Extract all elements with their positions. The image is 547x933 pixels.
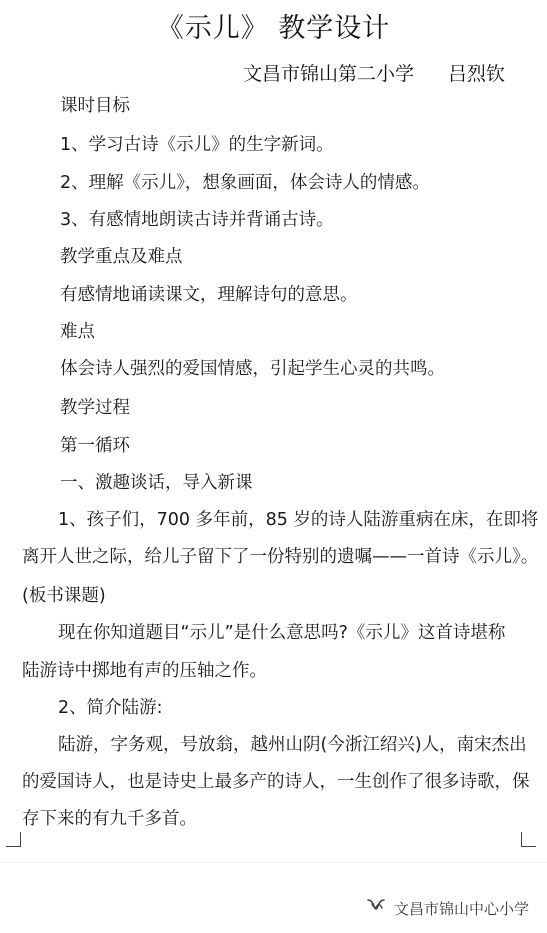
heading-difficulty: 难点 — [60, 322, 95, 342]
byline — [243, 59, 505, 86]
author-name: 吕烈钦 — [447, 63, 505, 85]
paragraph-line: 存下来的有九千多首。 — [22, 809, 197, 829]
heading-key-points: 教学重点及难点 — [60, 247, 183, 267]
paragraph-line: 1、孩子们，700 多年前，85 岁的诗人陆游重病在床，在即将 — [58, 510, 539, 530]
paragraph-line: 现在你知道题目“示儿”是什么意思吗?《示儿》这首诗堪称 — [58, 623, 506, 643]
paragraph-line: 的爱国诗人，也是诗史上最多产的诗人，一生创作了很多诗歌，保 — [22, 772, 530, 792]
paragraph-line: 体会诗人强烈的爱国情感，引起学生心灵的共鸣。 — [60, 359, 445, 379]
paragraph-line: 有感情地诵读课文，理解诗句的意思。 — [60, 285, 358, 305]
objective-item: 2、理解《示儿》，想象画面，体会诗人的情感。 — [60, 173, 430, 193]
wechat-channel-icon — [366, 897, 394, 919]
wechat-watermark — [366, 897, 529, 919]
page-corner-mark-right — [521, 832, 536, 847]
document-title: 《示儿》 教学设计 — [156, 13, 391, 44]
section-heading: 2、简介陆游: — [58, 698, 163, 718]
paragraph-line: 离开人世之际，给儿子留下了一份特别的遗嘱——一首诗《示儿》。 — [22, 547, 539, 567]
watermark-text: 文昌市锦山中心小学 — [393, 899, 529, 918]
section-heading: 一、激趣谈话，导入新课 — [60, 473, 253, 493]
paragraph-line: (板书课题) — [22, 586, 106, 606]
heading-objectives: 课时目标 — [60, 96, 130, 116]
heading-cycle: 第一循环 — [60, 436, 130, 456]
heading-process: 教学过程 — [60, 398, 130, 418]
page-corner-mark-left — [6, 832, 21, 847]
footer-divider — [0, 862, 547, 863]
objective-item: 1、学习古诗《示儿》的生字新词。 — [60, 135, 334, 155]
paragraph-line: 陆游，字务观，号放翁，越州山阴(今浙江绍兴)人，南宋杰出 — [58, 735, 527, 755]
paragraph-line: 陆游诗中掷地有声的压轴之作。 — [22, 661, 267, 681]
objective-item: 3、有感情地朗读古诗并背诵古诗。 — [60, 210, 334, 230]
school-name: 文昌市锦山第二小学 — [242, 63, 414, 85]
